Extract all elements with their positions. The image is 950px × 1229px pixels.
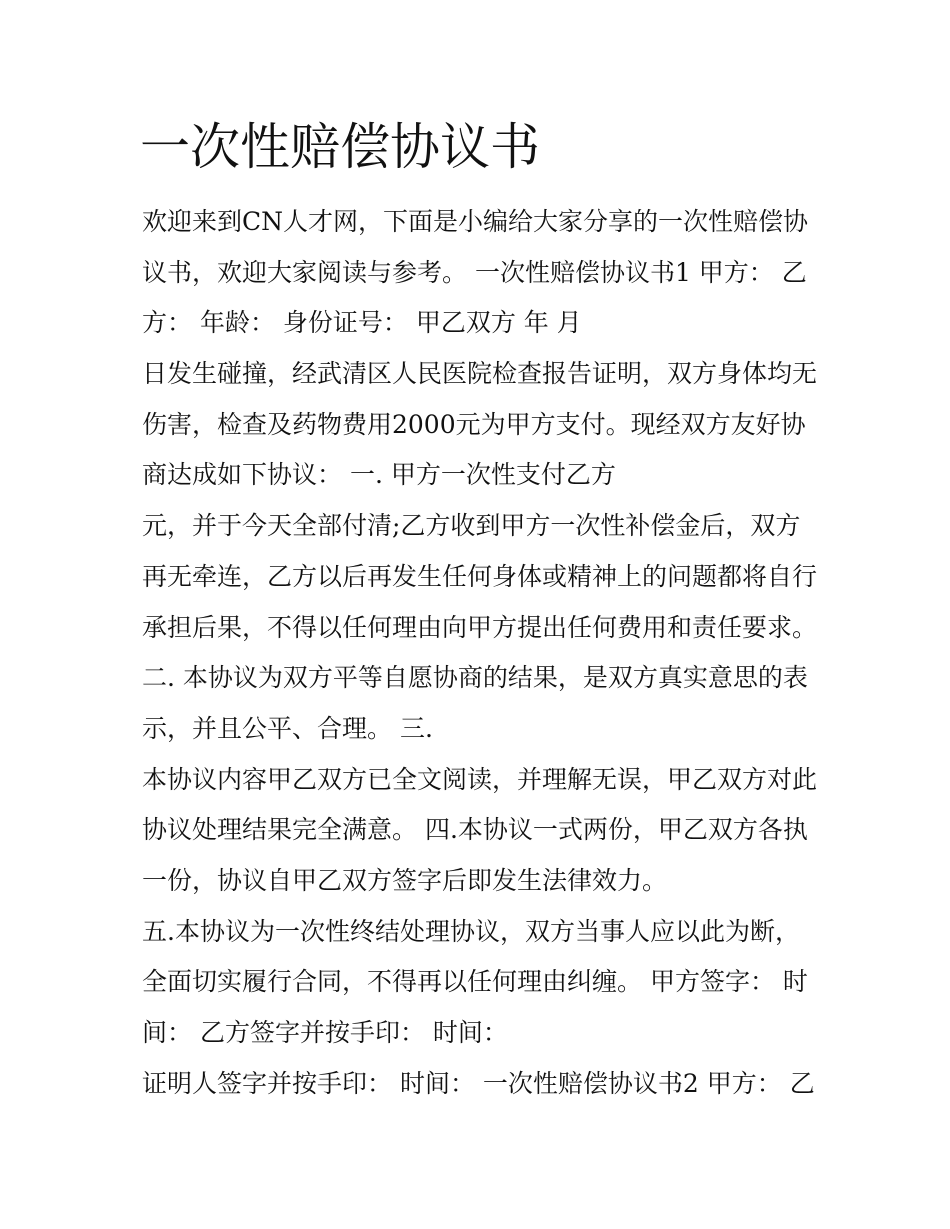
body-text-line: 一份，协议自甲乙双方签字后即发生法律效力。 — [142, 865, 668, 895]
body-text-line: 再无牵连，乙方以后再发生任何身体或精神上的问题都将自行 — [142, 561, 818, 591]
body-text-line: 证明人签字并按手印： 时间： 一次性赔偿协议书2 甲方： 乙 — [142, 1068, 815, 1098]
body-text-line: 示，并且公平、合理。 三. — [142, 713, 433, 743]
body-text-line: 商达成如下协议： 一. 甲方一次性支付乙方 — [142, 460, 616, 490]
body-text-line: 伤害，检查及药物费用2000元为甲方支付。现经双方友好协 — [142, 409, 806, 439]
document-title: 一次性赔偿协议书 — [140, 118, 540, 176]
body-text-line: 全面切实履行合同，不得再以任何理由纠缠。 甲方签字： 时 — [142, 967, 808, 997]
body-text-line: 元，并于今天全部付清;乙方收到甲方一次性补偿金后，双方 — [142, 511, 801, 541]
body-text-line: 二. 本协议为双方平等自愿协商的结果，是双方真实意思的表 — [142, 663, 808, 693]
body-text-line: 承担后果，不得以任何理由向甲方提出任何费用和责任要求。 — [142, 612, 818, 642]
body-text-line: 五.本协议为一次性终结处理协议，双方当事人应以此为断， — [142, 916, 800, 946]
document-body — [142, 200, 832, 1112]
body-text-line: 日发生碰撞，经武清区人民医院检查报告证明，双方身体均无 — [142, 359, 818, 389]
body-text-line: 本协议内容甲乙双方已全文阅读，并理解无误，甲乙双方对此 — [142, 764, 818, 794]
body-text-line: 欢迎来到CN人才网，下面是小编给大家分享的一次性赔偿协 — [142, 207, 809, 236]
body-text-line: 方： 年龄： 身份证号： 甲乙双方 年 月 — [142, 308, 582, 338]
body-text-line: 间： 乙方签字并按手印： 时间： — [142, 1018, 508, 1047]
body-text-line: 议书，欢迎大家阅读与参考。 一次性赔偿协议书1 甲方： 乙 — [142, 257, 807, 287]
body-text-line: 协议处理结果完全满意。 四.本协议一式两份，甲乙双方各执 — [142, 815, 808, 845]
